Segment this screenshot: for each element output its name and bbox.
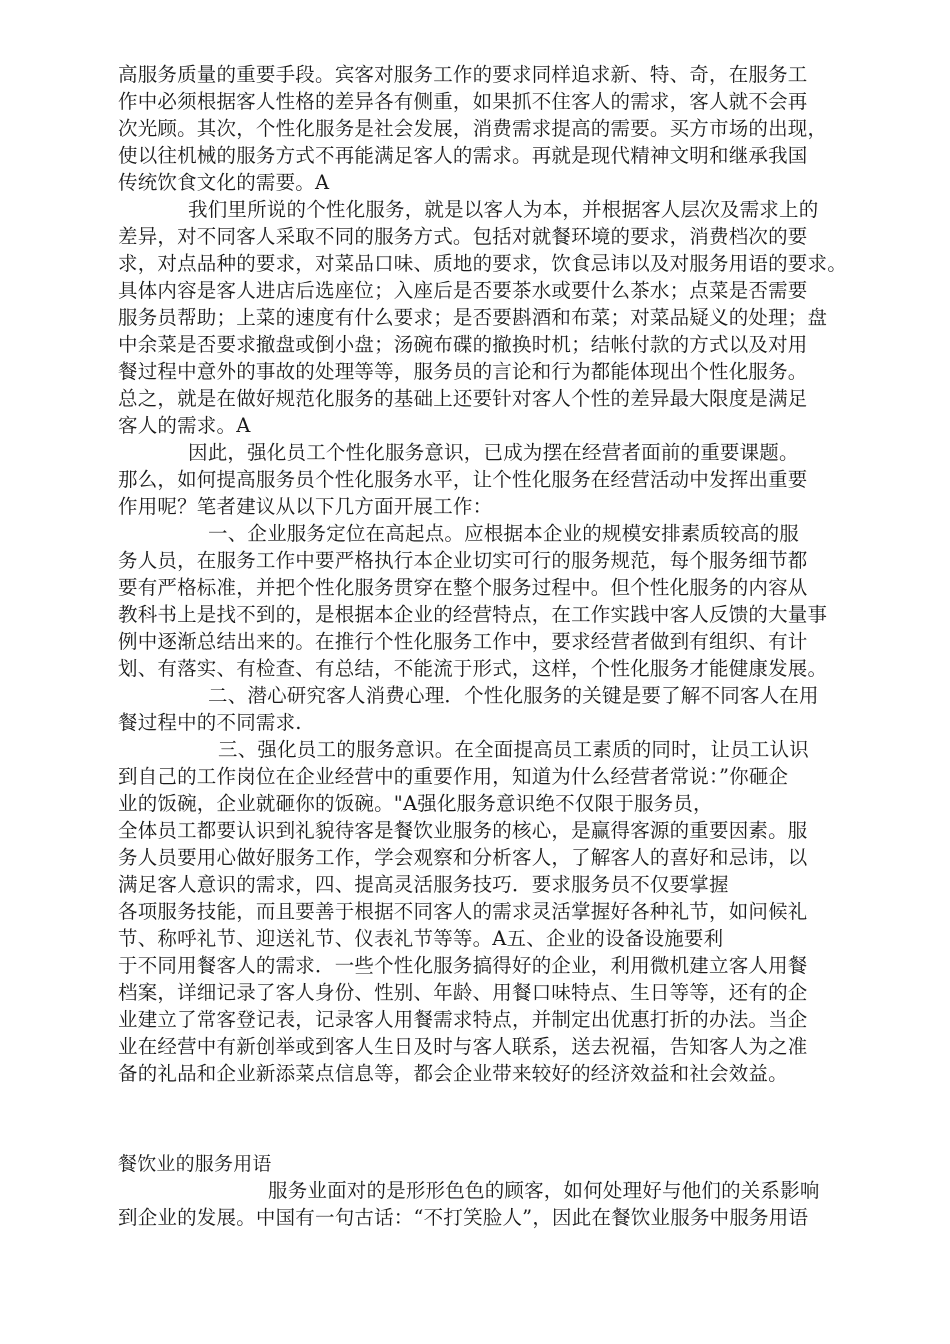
body-text-line: 总之，就是在做好规范化服务的基础上还要针对客人个性的差异最大限度是满足 [118, 387, 808, 410]
body-text-line: 作用呢？笔者建议从以下几方面开展工作： [118, 495, 493, 518]
body-text-line: 备的礼品和企业新添菜点信息等，都会企业带来较好的经济效益和社会效益。 [118, 1062, 788, 1085]
body-text-line: 高服务质量的重要手段。宾客对服务工作的要求同样追求新、特、奇，在服务工 [118, 63, 808, 86]
body-text-line: 中余菜是否要求撤盘或倒小盘；汤碗布碟的撤换时机；结帐付款的方式以及对用 [118, 333, 808, 356]
body-text-line: 使以往机械的服务方式不再能满足客人的需求。再就是现代精神文明和继承我国 [118, 144, 808, 167]
body-text-line: 客人的需求。A [118, 414, 251, 437]
body-text-line: 档案，详细记录了客人身份、性别、年龄、用餐口味特点、生日等等，还有的企 [118, 981, 808, 1004]
body-text-line: 业建立了常客登记表，记录客人用餐需求特点，并制定出优惠打折的办法。当企 [118, 1008, 808, 1031]
body-text-line: 业的饭碗，企业就砸你的饭碗。"A强化服务意识绝不仅限于服务员， [118, 792, 713, 815]
body-text-line: 划、有落实、有检查、有总结，不能流于形式，这样，个性化服务才能健康发展。 [118, 657, 828, 680]
body-text-line: 差异，对不同客人采取不同的服务方式。包括对就餐环境的要求，消费档次的要 [118, 225, 808, 248]
body-text-line: 例中逐渐总结出来的。在推行个性化服务工作中，要求经营者做到有组织、有计 [118, 630, 808, 653]
body-text-line: 业在经营中有新创举或到客人生日及时与客人联系，送去祝福，告知客人为之准 [118, 1035, 808, 1058]
body-text-line: 要有严格标准，并把个性化服务贯穿在整个服务过程中。但个性化服务的内容从 [118, 576, 808, 599]
body-text-line: 服务业面对的是形形色色的顾客，如何处理好与他们的关系影响 [268, 1179, 820, 1202]
body-text-line: 三、强化员工的服务意识。在全面提高员工素质的同时，让员工认识 [218, 738, 810, 761]
body-text-line: 因此，强化员工个性化服务意识，已成为摆在经营者面前的重要课题。 [188, 441, 799, 464]
body-text-line: 务人员要用心做好服务工作，学会观察和分析客人，了解客人的喜好和忌讳，以 [118, 846, 808, 869]
body-text-line: 次光顾。其次，个性化服务是社会发展，消费需求提高的需要。买方市场的出现， [118, 117, 828, 140]
section-title: 餐饮业的服务用语 [118, 1153, 272, 1175]
body-text-line: 于不同用餐客人的需求．一些个性化服务搞得好的企业，利用微机建立客人用餐 [118, 954, 808, 977]
body-text-line: 求，对点品种的要求，对菜品口味、质地的要求，饮食忌讳以及对服务用语的要求。 [118, 252, 847, 275]
body-text-line: 务人员，在服务工作中要严格执行本企业切实可行的服务规范，每个服务细节都 [118, 549, 808, 572]
body-text-line: 满足客人意识的需求，四、提高灵活服务技巧．要求服务员不仅要掌握 [118, 873, 729, 896]
body-text-line: 各项服务技能，而且要善于根据不同客人的需求灵活掌握好各种礼节，如问候礼 [118, 900, 808, 923]
body-text-line: 餐过程中意外的事故的处理等等，服务员的言论和行为都能体现出个性化服务。 [118, 360, 808, 383]
body-text-line: 到自己的工作岗位在企业经营中的重要作用，知道为什么经营者常说：”你砸企 [118, 765, 789, 788]
body-text-line: 传统饮食文化的需要。A [118, 171, 330, 194]
body-text-line: 具体内容是客人进店后选座位；入座后是否要茶水或要什么茶水；点菜是否需要 [118, 279, 808, 302]
body-text-line: 作中必须根据客人性格的差异各有侧重，如果抓不住客人的需求，客人就不会再 [118, 90, 808, 113]
body-text-line: 二、潜心研究客人消费心理．个性化服务的关键是要了解不同客人在用 [208, 684, 819, 707]
body-text-line: 教科书上是找不到的，是根据本企业的经营特点，在工作实践中客人反馈的大量事 [118, 603, 828, 626]
body-text-line: 那么，如何提高服务员个性化服务水平，让个性化服务在经营活动中发挥出重要 [118, 468, 808, 491]
body-text-line: 节、称呼礼节、迎送礼节、仪表礼节等等。A五、企业的设备设施要利 [118, 927, 724, 950]
body-text-line: 餐过程中的不同需求. [118, 711, 302, 734]
body-text-line: 一、企业服务定位在高起点。应根据本企业的规模安排素质较高的服 [208, 522, 800, 545]
body-text-line: 服务员帮助；上菜的速度有什么要求；是否要斟酒和布菜；对菜品疑义的处理；盘 [118, 306, 828, 329]
body-text-line: 我们里所说的个性化服务，就是以客人为本，并根据客人层次及需求上的 [188, 198, 819, 221]
body-text-line: 到企业的发展。中国有一句古话：“不打笑脸人”，因此在餐饮业服务中服务用语 [118, 1206, 809, 1229]
body-text-line: 全体员工都要认识到礼貌待客是餐饮业服务的核心，是赢得客源的重要因素。服 [118, 819, 808, 842]
